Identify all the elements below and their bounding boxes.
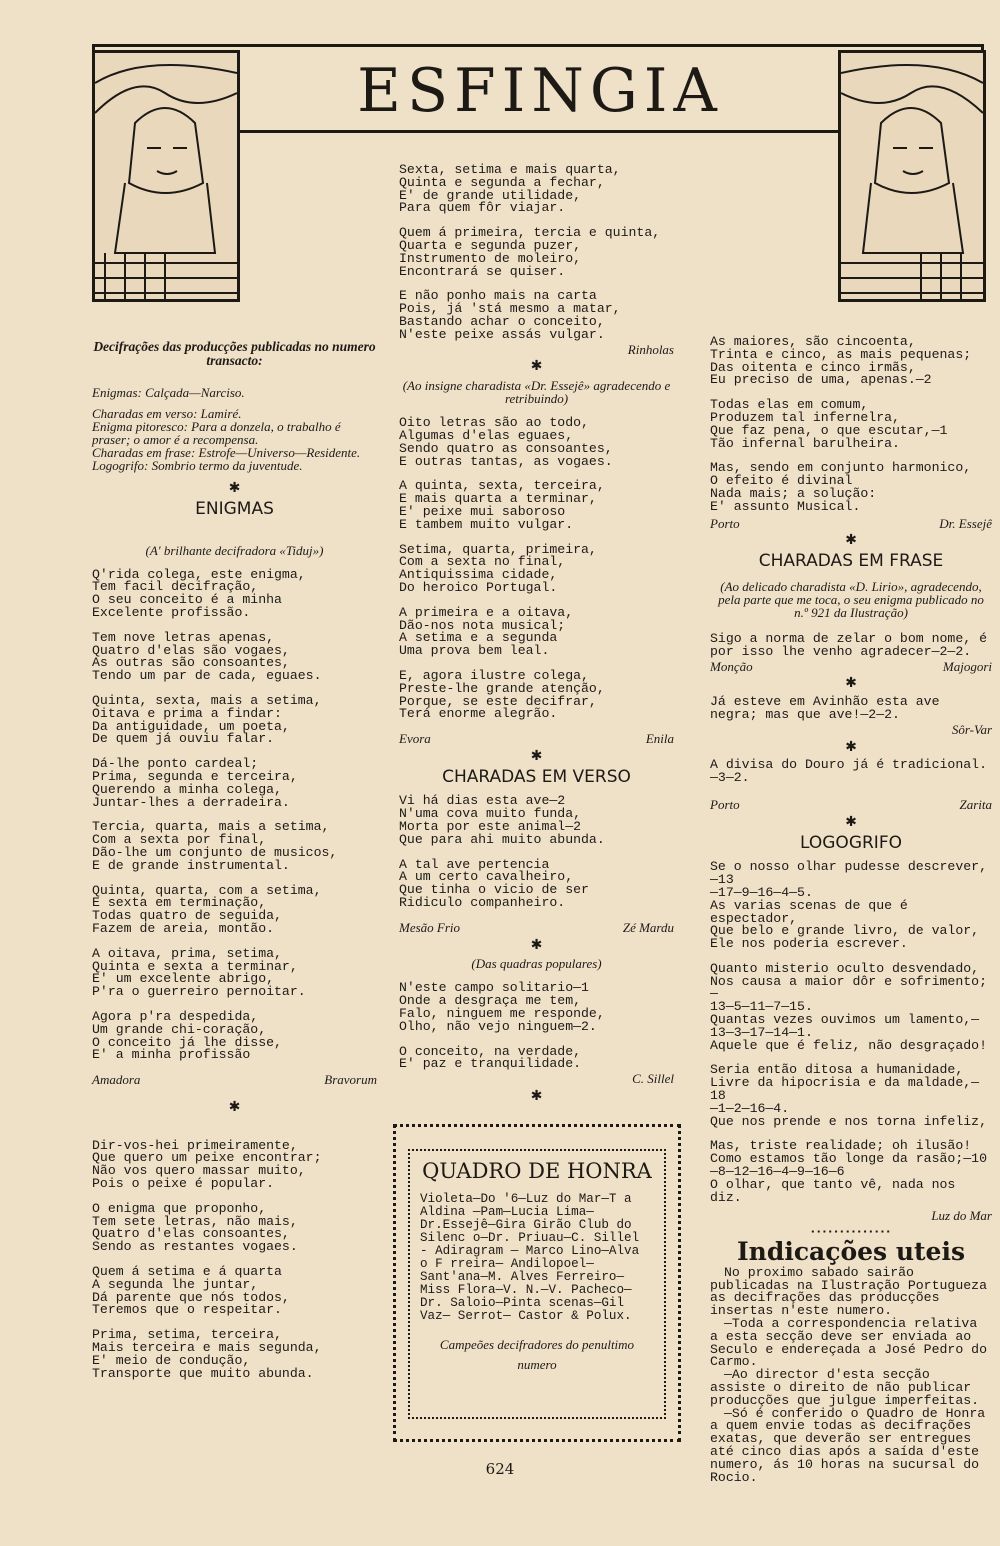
star-separator: ✱ <box>531 934 542 955</box>
star-separator: ✱ <box>845 811 857 832</box>
stanza: Dir-vos-hei primeiramente, Que quero um peixe encontrar; Não vos quero massar muito, Pois o peixe é popular. <box>92 1137 322 1192</box>
stanza: N'este campo solitario—1 Onde a desgraça me tem, Falo, ninguem me responde, Olho, não vejo ninguem—2. <box>399 980 605 1034</box>
quadro-de-honra-box <box>393 1124 681 1442</box>
signature-place: Evora <box>399 731 431 747</box>
signature-author: Zarita <box>959 796 992 812</box>
sphinx-icon <box>841 53 983 299</box>
stanza: Agora p'ra despedida, Um grande chi-coração, O conceito já lhe disse, E' a minha profissão <box>92 1008 282 1063</box>
charada-frase: A divisa do Douro já é tradicional. —3—2. <box>710 757 987 786</box>
sphinx-illustration-right <box>838 50 986 302</box>
sphinx-icon <box>95 53 237 299</box>
star-separator: ✱ <box>229 478 240 498</box>
signature-place: Porto <box>710 515 740 531</box>
dotted-divider: ▪▪▪▪▪▪▪▪▪▪▪▪▪▪ <box>810 1228 892 1238</box>
stanza: Dá-lhe ponto cardeal; Prima, segunda e terceira, Querendo a minha colega, Juntar-lhes a derradeira. <box>92 756 298 810</box>
page-number: 624 <box>485 1460 515 1478</box>
section-heading-charadas-frase: CHARADAS EM FRASE <box>758 551 944 572</box>
quadro-de-honra-list: Violeta—Do '6—Luz do Mar—T a Aldina —Pam—Lucia Lima—Dr.Essejê—Gira Girão Club do Silenc o—Dr. Priuau—C. Sillel - Adiragram — Marco Lino—Alva o F rreira— Andilopoel—Sant'ana—M. Alves Ferreiro—Miss Flora—V. N.—V. Pacheco—Dr. Saloio—Pinta scenas—Gil Vaz— Serrot— Castor & Polux. <box>420 1192 640 1323</box>
intro-line: Enigma pitoresco: Para a donzela, o trabalho é praser; o amor é a recompensa. <box>92 419 341 447</box>
stanza: As maiores, são cincoenta, Trinta e cinco, as mais pequenas; Das oitenta e cinco irmãs, Eu preciso de uma, apenas.—2 <box>710 334 972 388</box>
stanza: E, agora ilustre colega, Preste-lhe grande atenção, Porque, se este decifrar, Terá enorme alegrão. <box>399 667 605 722</box>
stanza: O enigma que proponho, Tem sete letras, não mais, Quatro d'elas consoantes, Sendo as restantes vogaes. <box>92 1200 298 1255</box>
stanza: Tem nove letras apenas, Quatro d'elas são vogaes, As outras são consoantes, Tendo um par de cada, eguaes. <box>92 629 322 684</box>
signature-place: Mesão Frio <box>399 919 461 935</box>
stanza: Sexta, setima e mais quarta, Quinta e segunda a fechar, E' de grande utilidade, Para quem fôr viajar. <box>399 162 621 216</box>
stanza: Todas elas em comum, Produzem tal infernelra, Que faz pena, o que escutar,—1 Tão infernal barulheira. <box>710 397 948 451</box>
stanza: Mas, triste realidade; oh ilusão! Como estamos tão longe da rasão;—10 —8—12—16—4—9—16—6 O olhar, que tanto vê, nada nos diz. <box>710 1138 987 1205</box>
intro-line: Charadas em verso: Lamiré. <box>92 406 242 421</box>
indicacoes-heading: Indicações uteis <box>736 1237 966 1267</box>
signature-author: Rinholas <box>627 341 674 357</box>
stanza: A quinta, sexta, terceira, E mais quarta a terminar, E' peixe mui saboroso E tambem muito vulgar. <box>399 478 605 532</box>
stanza: Vi há dias esta ave—2 N'uma cova muito funda, Morta por este animal—2 Que para ahi muito abunda. <box>399 793 605 847</box>
stanza: Mas, sendo em conjunto harmonico, O efeito é divinal Nada mais; a solução: E' assunto Musical. <box>710 460 972 514</box>
stanza: Seria então ditosa a humanidade, Livre da hipocrisia e da maldade,—18 —1—2—16—4. Que nos prende e nos torna infeliz, <box>710 1062 987 1129</box>
charada-frase: Já esteve em Avinhão esta ave negra; mas que ave!—2—2. <box>710 694 940 722</box>
star-separator: ✱ <box>531 1086 542 1107</box>
dedication: (Ao insigne charadista «Dr. Essejê» agradecendo e retribuindo) <box>402 378 671 407</box>
intro-line: Enigmas: Calçada—Narciso. <box>92 385 245 400</box>
sphinx-illustration-left <box>92 50 240 302</box>
signature-author: Luz do Mar <box>931 1208 992 1224</box>
indicacoes-paragraph: No proximo sabado sairão publicadas na Ilustração Portugueza as decifrações das producções insertas n'este numero. <box>710 1264 987 1319</box>
signature-author: Enila <box>645 731 674 747</box>
stanza: Setima, quarta, primeira, Com a sexta no final, Antiquissima cidade, Do heroico Portugal. <box>399 541 597 595</box>
star-separator: ✱ <box>845 530 857 551</box>
quadro-de-honra-inner <box>408 1149 666 1419</box>
stanza: O conceito, na verdade, E' paz e tranquilidade. <box>399 1043 582 1072</box>
column-middle <box>399 164 674 1109</box>
quadro-de-honra-title: QUADRO DE HONRA <box>422 1159 652 1183</box>
stanza: Q'rida colega, este enigma, Tem facil decifração, O seu conceito é a minha Excelente profissão. <box>92 566 306 620</box>
header-divider <box>240 130 840 133</box>
section-heading-logogrifo: LOGOGRIFO <box>800 832 902 853</box>
stanza: Quem á primeira, tercia e quinta, Quarta e segunda puzer, Instrumento de moleiro, Encontrará se quiser. <box>399 225 661 279</box>
indicacoes-paragraph: —Toda a correspondencia relativa a esta secção deve ser enviada ao Seculo e endereçada a José Pedro do Carmo. <box>710 1316 987 1370</box>
stanza: Prima, setima, terceira, Mais terceira e mais segunda, E' meio de condução, Transporte que muito abunda. <box>92 1327 322 1381</box>
signature-place: Porto <box>710 796 740 812</box>
signature-place: Monção <box>710 658 753 674</box>
stanza: E não ponho mais na carta Pois, já 'stá mesmo a matar, Bastando achar o conceito, N'este peixe assás vulgar. <box>399 288 621 342</box>
stanza: Tercia, quarta, mais a setima, Com a sexta por final, Dão-lhe um conjunto de musicos, E de grande instrumental. <box>92 819 338 873</box>
quadro-de-honra-footer: Campeões decifradores do penultimo numero <box>439 1337 635 1372</box>
dedication: (A' brilhante decifradora «Tiduj») <box>145 542 324 558</box>
stanza: Se o nosso olhar pudesse descrever,—13 —17—9—16—4—5. As varias scenas de que é espectador, Que belo e grande livro, de valor, Ele nos poderia escrever. <box>710 859 987 952</box>
star-separator: ✱ <box>845 736 857 757</box>
stanza: Oito letras são ao todo, Algumas d'elas eguaes, Sendo quatro as consoantes, E outras tantas, as vogaes. <box>399 415 613 469</box>
column-right <box>710 336 992 1484</box>
indicacoes-paragraph: —Ao director d'esta secção assiste o direito de não publicar producções que julgue imperfeitas. <box>710 1367 980 1408</box>
signature-author: Dr. Essejê <box>939 515 992 531</box>
stanza: A tal ave pertencia A um certo cavalheiro, Que tinha o vicio de ser Ridiculo companheiro. <box>399 856 589 911</box>
intro-line: Logogrifo: Sombrio termo da juventude. <box>92 458 303 473</box>
star-separator: ✱ <box>229 1096 240 1117</box>
indicacoes-paragraph: —Só é conferido o Quadro de Honra a quem envie todas as decifrações exatas, que deverão ser entregues até cinco dias após a saída d'este numero, ás 10 horas na sucursal do Rocio. <box>710 1405 986 1485</box>
signature-author: Sôr-Var <box>951 721 992 737</box>
column-left <box>92 340 377 1392</box>
signature-author: Majogori <box>942 658 992 674</box>
stanza: A oitava, prima, setima, Quinta e sexta a terminar, E' um excelente abrigo, P'ra o guerreiro pernoitar. <box>92 945 306 1000</box>
stanza: Quinta, sexta, mais a setima, Oitava e prima a findar: Da antiguidade, um poeta, De quem já ouviu falar. <box>92 692 322 747</box>
star-separator: ✱ <box>845 673 857 694</box>
stanza: Quinta, quarta, com a setima, E sexta em terminação, Todas quatro de seguida, Fazem de areia, montão. <box>92 882 322 936</box>
dedication: (Ao delicado charadista «D. Lirio», agradecendo, pela parte que me toca, o seu enigma publicado no n.º 921 da Ilustração) <box>718 578 984 620</box>
signature-place: Amadora <box>92 1072 141 1088</box>
intro-line: Charadas em frase: Estrofe—Universo—Residente. <box>92 445 361 460</box>
star-separator: ✱ <box>531 745 542 766</box>
signature-author: Zé Mardu <box>622 919 674 935</box>
stanza: Quanto misterio oculto desvendado, Nos causa a maior dôr e sofrimento;— 13—5—11—7—15. Quantas vezes ouvimos um lamento,— 13—3—17—14—1. Aquele que é feliz, não desgraçado! <box>710 960 987 1053</box>
intro-heading: Decifrações das producções publicadas no numero transacto: <box>93 339 376 368</box>
charada-frase: Sigo a norma de zelar o bom nome, é por isso lhe venho agradecer—2—2. <box>710 630 987 659</box>
section-heading-enigmas: ENIGMAS <box>195 498 274 519</box>
signature-author: C. Sillel <box>632 1071 674 1087</box>
dedication: (Das quadras populares) <box>471 956 602 972</box>
section-heading-charadas-verso: CHARADAS EM VERSO <box>442 766 631 787</box>
stanza: Quem á setima e á quarta A segunda lhe juntar, Dá parente que nós todos, Teremos que o respeitar. <box>92 1264 290 1318</box>
stanza: A primeira e a oitava, Dão-nos nota musical; A setima e a segunda Uma prova bem leal. <box>399 604 574 659</box>
star-separator: ✱ <box>531 356 542 377</box>
page-title: ESFINGIA <box>357 56 723 126</box>
signature-author: Bravorum <box>324 1072 377 1088</box>
